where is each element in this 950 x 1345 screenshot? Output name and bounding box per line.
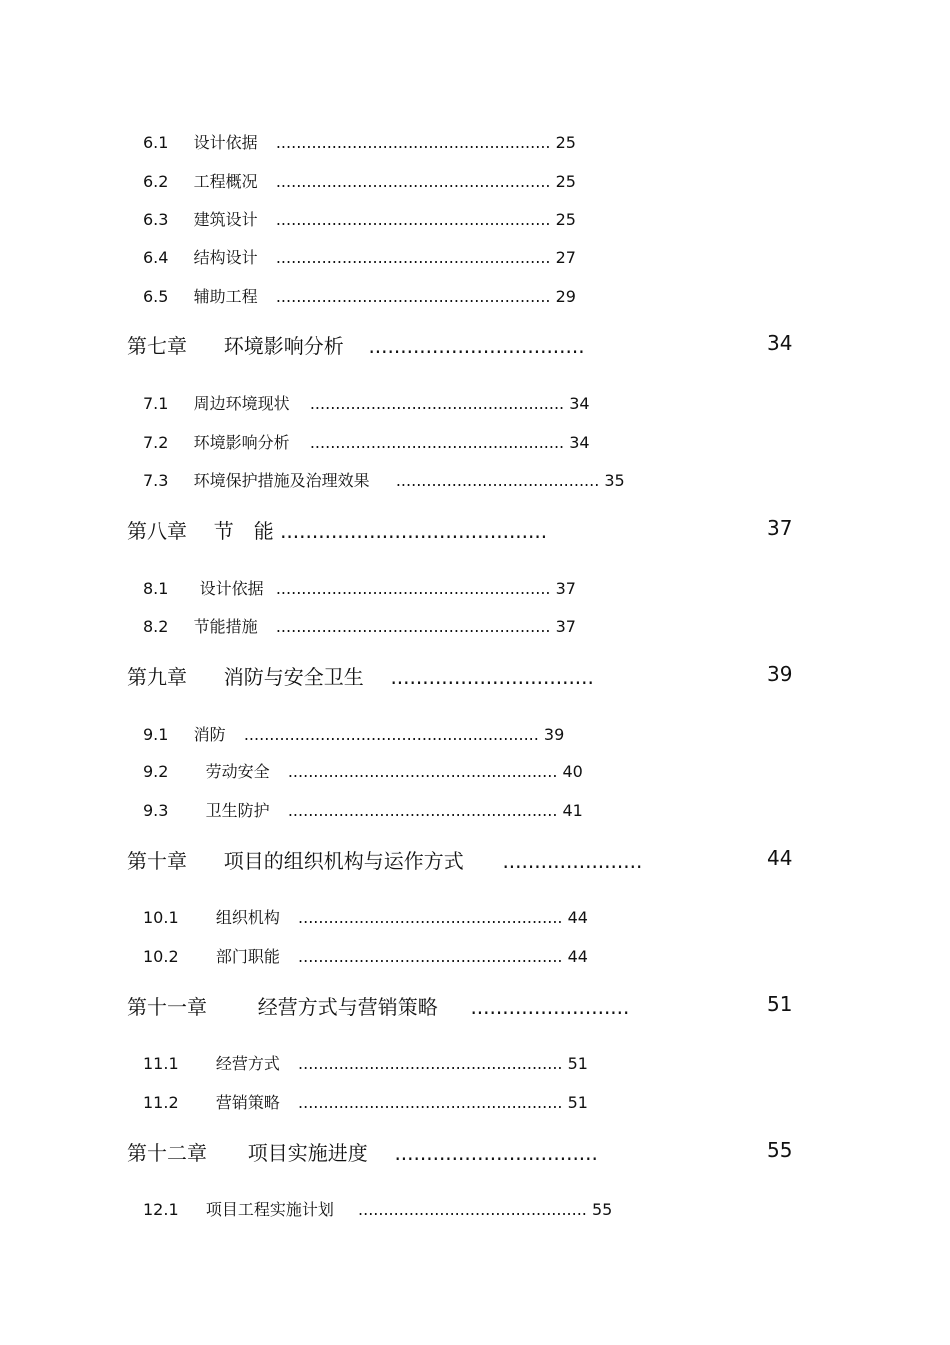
toc-chapter-7[interactable] [127, 330, 585, 359]
section-title: 项目工程实施计划 [205, 1200, 334, 1219]
chapter-page-number: 34 [767, 331, 793, 355]
page-number: 35 [604, 471, 625, 490]
dot-leader: ...................................................... [275, 172, 551, 191]
chapter-title: 项目实施进度 [247, 1141, 368, 1165]
section-title: 消防 [193, 725, 226, 744]
chapter-title: 经营方式与营销策略 [257, 995, 438, 1019]
section-number: 6.4 [143, 248, 169, 267]
section-number: 6.3 [143, 210, 169, 229]
section-number: 6.5 [143, 287, 169, 306]
section-title: 环境保护措施及治理效果 [193, 471, 370, 490]
section-number: 9.2 [143, 762, 169, 781]
chapter-title: 消防与安全卫生 [223, 665, 364, 689]
dot-leader: .......................................... [280, 519, 548, 543]
chapter-page-number: 39 [767, 662, 793, 686]
dot-leader: .................................................... [298, 908, 563, 927]
section-number: 11.2 [143, 1093, 179, 1112]
section-title: 卫生防护 [205, 801, 270, 820]
dot-leader: .................................. [368, 334, 585, 358]
toc-entry-11-1[interactable] [143, 1051, 588, 1074]
section-title: 建筑设计 [193, 210, 258, 229]
section-title: 设计依据 [199, 579, 264, 598]
toc-chapter-12[interactable] [127, 1137, 598, 1166]
chapter-label: 第十章 [127, 849, 187, 873]
section-number: 8.1 [143, 579, 169, 598]
page-number: 25 [555, 210, 576, 229]
dot-leader: ........................................ [395, 471, 600, 490]
page-number: 29 [555, 287, 576, 306]
section-number: 10.1 [143, 908, 179, 927]
section-number: 12.1 [143, 1200, 179, 1219]
page-number: 37 [555, 617, 576, 636]
chapter-label: 第十一章 [127, 995, 207, 1019]
section-title: 组织机构 [215, 908, 280, 927]
chapter-title: 项目的组织机构与运作方式 [223, 849, 464, 873]
section-number: 9.1 [143, 725, 169, 744]
page-number: 55 [591, 1200, 613, 1219]
toc-entry-9-1[interactable] [143, 722, 564, 745]
section-number: 11.1 [143, 1054, 179, 1073]
dot-leader: ................................ [394, 1141, 598, 1165]
toc-entry-9-2[interactable] [143, 759, 583, 782]
chapter-label: 第九章 [127, 665, 187, 689]
chapter-label: 第八章 [127, 519, 187, 543]
page-number: 27 [555, 248, 576, 267]
page-number: 25 [555, 172, 576, 191]
toc-entry-6-5[interactable] [143, 284, 576, 307]
dot-leader: .................................................... [298, 1093, 563, 1112]
section-title: 部门职能 [215, 947, 280, 966]
section-title: 营销策略 [215, 1093, 280, 1112]
section-number: 6.2 [143, 172, 169, 191]
section-number: 10.2 [143, 947, 179, 966]
section-number: 7.2 [143, 433, 169, 452]
section-number: 9.3 [143, 801, 169, 820]
page-number: 51 [567, 1093, 588, 1112]
page-number: 34 [569, 433, 590, 452]
toc-entry-7-2[interactable] [143, 430, 590, 453]
dot-leader: .................................................. [309, 433, 565, 452]
section-title: 环境影响分析 [193, 433, 290, 452]
dot-leader: .......................................................... [243, 725, 539, 744]
toc-entry-11-2[interactable] [143, 1090, 588, 1113]
page-number: 44 [567, 908, 588, 927]
chapter-label: 第十二章 [127, 1141, 207, 1165]
section-title: 劳动安全 [205, 762, 270, 781]
chapter-label: 第七章 [127, 334, 187, 358]
dot-leader: ...................... [502, 849, 643, 873]
toc-chapter-10[interactable] [127, 845, 642, 874]
dot-leader: ...................................................... [275, 617, 551, 636]
section-title: 结构设计 [193, 248, 258, 267]
section-number: 8.2 [143, 617, 169, 636]
page-number: 51 [567, 1054, 588, 1073]
page-number: 34 [569, 394, 590, 413]
toc-chapter-9[interactable] [127, 661, 594, 690]
dot-leader: .................................................. [309, 394, 565, 413]
chapter-page-number: 44 [767, 846, 793, 870]
dot-leader: ...................................................... [275, 210, 551, 229]
toc-entry-7-3[interactable] [143, 468, 625, 491]
dot-leader: ...................................................... [275, 133, 551, 152]
section-title: 经营方式 [215, 1054, 280, 1073]
toc-entry-12-1[interactable] [143, 1197, 612, 1220]
toc-entry-6-4[interactable] [143, 245, 576, 268]
page-number: 44 [567, 947, 588, 966]
page-number: 37 [555, 579, 576, 598]
section-number: 6.1 [143, 133, 169, 152]
toc-entry-7-1[interactable] [143, 391, 590, 414]
toc-entry-6-2[interactable] [143, 169, 576, 192]
section-title: 工程概况 [193, 172, 258, 191]
dot-leader: ................................ [390, 665, 594, 689]
section-title: 节能措施 [193, 617, 258, 636]
section-title: 设计依据 [193, 133, 258, 152]
section-title: 辅助工程 [193, 287, 258, 306]
section-title: 周边环境现状 [193, 394, 290, 413]
toc-chapter-11[interactable] [127, 991, 629, 1020]
chapter-page-number: 37 [767, 516, 793, 540]
toc-entry-9-3[interactable] [143, 798, 583, 821]
page-number: 41 [562, 801, 583, 820]
dot-leader: .................................................... [298, 947, 563, 966]
dot-leader: ..................................................... [287, 762, 558, 781]
toc-entry-8-2[interactable] [143, 614, 576, 637]
dot-leader: ..................................................... [287, 801, 558, 820]
dot-leader: ......................... [470, 995, 630, 1019]
toc-entry-10-1[interactable] [143, 905, 588, 928]
toc-entry-8-1[interactable] [143, 576, 576, 599]
section-number: 7.3 [143, 471, 169, 490]
chapter-title: 环境影响分析 [223, 334, 344, 358]
dot-leader: ............................................. [358, 1200, 587, 1219]
page-number: 39 [543, 725, 565, 744]
page-number: 25 [555, 133, 576, 152]
toc-entry-6-3[interactable] [143, 207, 576, 230]
dot-leader: ...................................................... [275, 287, 551, 306]
toc-chapter-8[interactable] [127, 515, 547, 544]
dot-leader: ...................................................... [275, 248, 551, 267]
dot-leader: .................................................... [298, 1054, 563, 1073]
toc-entry-10-2[interactable] [143, 944, 588, 967]
section-number: 7.1 [143, 394, 169, 413]
chapter-title: 节 能 [213, 519, 274, 543]
chapter-page-number: 55 [767, 1138, 793, 1162]
chapter-page-number: 51 [767, 992, 793, 1016]
page-number: 40 [562, 762, 583, 781]
dot-leader: ...................................................... [275, 579, 551, 598]
toc-entry-6-1[interactable] [143, 130, 576, 153]
